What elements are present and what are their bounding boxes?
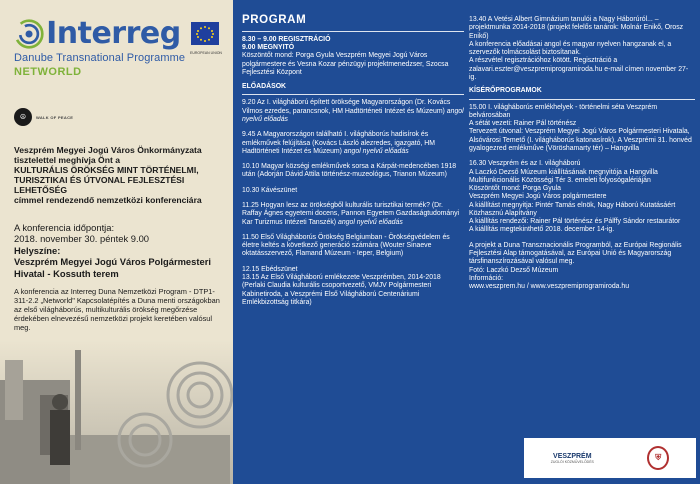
talk-item: 9.45 A Magyarországon található I. világháborús hadisírok és emlékművek felújítása (Kovács László alezredes, igazgató, HM Hadtörténeti Intézet és Múzeum) angol nyelvű előadás xyxy=(242,131,436,155)
invite-tail: címmel rendezendő nemzetközi konferenciára xyxy=(14,195,202,206)
eu-caption: EUROPEAN UNION xyxy=(190,51,222,55)
talk-item: 9.20 Az I. világháború épített öröksége Magyarországon (Dr. Kovács Vilmos ezredes, parancsnok, HM Hadtörténeti Intézet és Múzeum) angol nyelvű előadás xyxy=(242,99,464,124)
walk-of-peace-icon: ☮ xyxy=(14,108,32,126)
invite-line: tisztelettel meghívja Önt a xyxy=(14,155,121,166)
invite-title: TURISZTIKAI ÉS ÚTVONAL FEJLESZTÉSI xyxy=(14,175,185,186)
time-label: A konferencia időpontja: xyxy=(14,222,115,233)
program-column-1 xyxy=(242,14,464,314)
divider xyxy=(242,31,464,32)
veszprem-logo xyxy=(551,453,594,464)
programme-name: Danube Transnational Programme xyxy=(14,52,186,64)
talk-item: 11.25 Hogyan lesz az örökségből kulturális turisztikai termék? (Dr. Raffay Ágnes egyetemi docens, Pannon Egyetem Gazdaságtudományi Kar Turizmus Intézeti Tanszék) angol nyelvű előadás xyxy=(242,202,460,226)
invite-title: LEHETŐSÉG xyxy=(14,185,68,196)
left-panel xyxy=(0,0,233,484)
opening-text: Köszöntőt mond: Porga Gyula Veszprém Megyei Jogú Város polgármestere és Vesna Kozar pénzügyi projektmenedzser, Szocsa Fejlesztési Központ xyxy=(242,52,449,76)
exhibition-program: 16.30 Veszprém és az I. világháború A Laczkó Dezső Múzeum kiállításának megnyitója a Hangvilla Multifunkcionális Közösségi Tér 3. emeleti folyosógalériáján Köszöntőt mond: Porga Gyula Veszprém Megyei Jogú Város polgármestere A kiállítást megnyitja: Pintér Tamás elnök, Nagy Háború Kutatásáért Közhasznú Alapítvány A kiállítás rendezői: Rainer Pál történész és Pálffy Sándor restaurátor A kiállítás megtekinthető 2018. december 14-ig. xyxy=(469,160,681,234)
project-name: NETWORLD xyxy=(14,66,82,78)
talk-item: 10.30 Kávészünet xyxy=(242,186,298,194)
lectures-heading: ELŐADÁSOK xyxy=(242,83,287,91)
right-panel xyxy=(233,0,700,484)
walk-of-peace-logo xyxy=(14,108,73,126)
project-description: A konferencia az Interreg Duna Nemzetközi Program - DTP1-311-2.2 „Networld" Kapcsolatépítés a Duna menti országokban az első világháborús, multikulturális örökség megőrzése érdekében elnevezésű nemzetközi projekt keretében valósul meg. xyxy=(14,287,220,333)
walk-of-peace-label: WALK OF PEACE xyxy=(36,114,74,120)
divider xyxy=(242,94,464,95)
interreg-swirl-icon xyxy=(14,17,44,51)
invite-line: Veszprém Megyei Jogú Város Önkormányzata xyxy=(14,145,202,155)
walk-program: 15.00 I. világháborús emlékhelyek - történelmi séta Veszprém belvárosában A sétát vezeti: Rainer Pál történész Tervezett útvonal: Veszprém Megyei Jogú Város Polgármesteri Hivatala, Alsóvárosi Temető (I. világháborús katonasírok), A Veszprémi 31. honvéd gyalogezred emlékműve (Vöröshamarty tér) – Hangvilla xyxy=(469,103,692,152)
student-project-text: 13.40 A Vetési Albert Gimnázium tanulói a Nagy Háborúról... – projektmunka 2014-2018 (projekt felelős tanárok: Molnár Enikő, Orosz Enikő) A konferencia előadásai angol és magyar nyelven hangzanak el, a szervezők tolmácsolást biztosítanak. A részvétel regisztrációhoz kötött. Regisztráció a zalavari.eszter@veszpremiprogramiroda.hu e-mail címen november 27-ig. xyxy=(469,16,689,81)
event-details xyxy=(14,222,226,279)
city-crest-icon: ⛨ xyxy=(647,446,669,470)
talk-item: 11.50 Első Világháborús Örökség Belgiumban - Örökségvédelem és életre keltés a következő generáció számára (Wouter Sinaeve oktatásszervező, Flamand Múzeum - Ieper, Belgium) xyxy=(242,233,450,258)
time-value: 2018. november 30. péntek 9.00 xyxy=(14,233,149,245)
interreg-wordmark: Interreg xyxy=(46,16,181,51)
invite-title: KULTURÁLIS ÖRÖKSÉG MINT TÖRTÉNELMI, xyxy=(14,165,199,176)
place-value: Veszprém Megyei Jogú Város Polgármesteri xyxy=(14,256,211,268)
veszprem-logo-sub: ZUGLÓI KÖZMŰVELŐDÉS xyxy=(550,459,594,464)
talk-item: 12.15 Ebédszünet 13.15 Az Első Világháború emlékezete Veszprémben, 2014-2018 (Perlaki Claudia kulturális csoportvezető, VMJV Polgármesteri Kabinetiroda, a Veszprémi Első Világháború Centenáriumi Emlékbizottság titkára) xyxy=(242,265,441,306)
program-heading: PROGRAM xyxy=(242,14,307,26)
eu-flag-icon xyxy=(191,22,219,45)
funding-info: A projekt a Duna Transznacionális Programból, az Európai Regionális Fejlesztési Alap támogatásával, az Európai Unió és Magyarország társfinanszírozásával valósul meg. Fotó: Laczkó Dezső Múzeum Információ: www.veszprem.hu / www.veszpremiprogramiroda.hu xyxy=(469,241,682,291)
interreg-logo xyxy=(14,16,222,98)
program-column-2 xyxy=(469,16,695,298)
divider xyxy=(469,99,695,100)
invitation-text xyxy=(14,145,226,205)
registration: 8.30 – 9.00 REGISZTRÁCIÓ xyxy=(242,35,331,43)
place-label: Helyszíne: xyxy=(14,244,61,256)
war-memorial-photo xyxy=(0,340,233,484)
sponsor-logos xyxy=(524,438,696,478)
place-value: Hivatal - Kossuth terem xyxy=(14,267,119,279)
side-programs-heading: KÍSÉRŐPROGRAMOK xyxy=(469,87,542,95)
opening: 9.00 MEGNYITÓ xyxy=(242,44,295,52)
talk-item: 10.10 Magyar községi emlékművek sorsa a Kárpát-medencében 1918 után (Adorján Dávid Attila történész-muzeológus, Trianon Múzeum) xyxy=(242,163,457,179)
veszprem-logo-name: VESZPRÉM xyxy=(553,452,592,460)
